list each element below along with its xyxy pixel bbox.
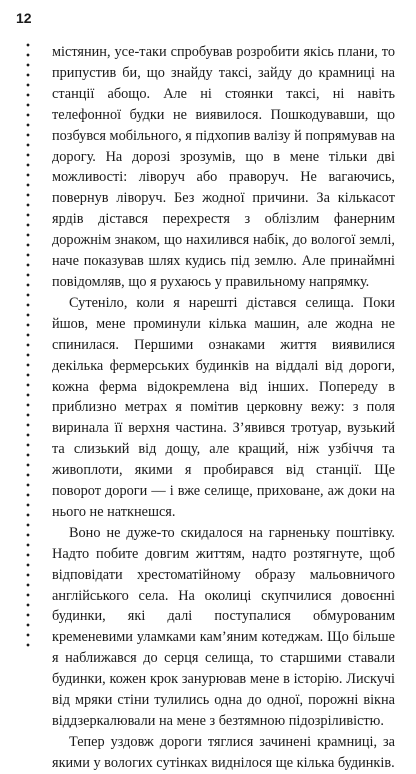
- body-text: [52, 42, 395, 774]
- page-number: 12: [16, 10, 32, 26]
- paragraph-1: містянин, усе-таки спробував розробити якісь плани, то припустив би, що знайду таксі, зайду до крамниці на станції абощо. Але ні стоянки таксі, ні навіть телефонної будки не виявилося. Пошкодувавши, що позбувся мобільного, я підхопив валізу й попрямував на дорогу. На дорозі зрозумів, що в мене тільки дві можливості: ліворуч або праворуч. Не вагаючись, повернув ліворуч. Без жодної причини. За кількасот ярдів дістався перехрестя з облізлим фанерним дорожнім знаком, що нахилився набік, до вологої землі, наче показував шлях кудись під землю. Але принаймні повідомляв, що я рухаюсь у правильному напрямку.: [52, 44, 395, 290]
- paragraph-2: Сутеніло, коли я нарешті дістався селища. Поки йшов, мене проминули кілька машин, але жодна не спинилася. Першими ознаками життя виявилися декілька фермерських будинків на віддалі від дороги, кожна ферма відокремлена від інших. Попереду в приблизно метрах я помітив церковну вежу: з поля виринала її верхня частина. З’явився тротуар, вузький та слизький від дощу, але кращий, ніж узбіччя та живоплоти, якими я пробирався від станції. Ще поворот дороги — і вже селище, приховане, аж доки на нього не наткнешся.: [52, 294, 395, 520]
- paragraph-4: Тепер уздовж дороги тяглися зачинені крамниці, за якими у вологих сутінках виднілося ще кілька будинків.: [52, 733, 395, 771]
- margin-dotted-rule: [26, 40, 30, 648]
- paragraph-3: Воно не дуже-то скидалося на гарненьку поштівку. Надто побите довгим життям, надто розтягнуте, щоб відповідати хрестоматійному образу мальовничого англійського села. На околиці скупчилися довоєнні будинки, які далі поступалися обмурованим кременевими уламками кам’яним котеджам. Що більше я наближався до серця селища, то старшими ставали будинки, кожен крок занурював мене в історію. Лискучі від мряки стіни тулились одна до одної, порожні вікна віддзеркалювали на мене з безтямною підозріливістю.: [52, 524, 395, 729]
